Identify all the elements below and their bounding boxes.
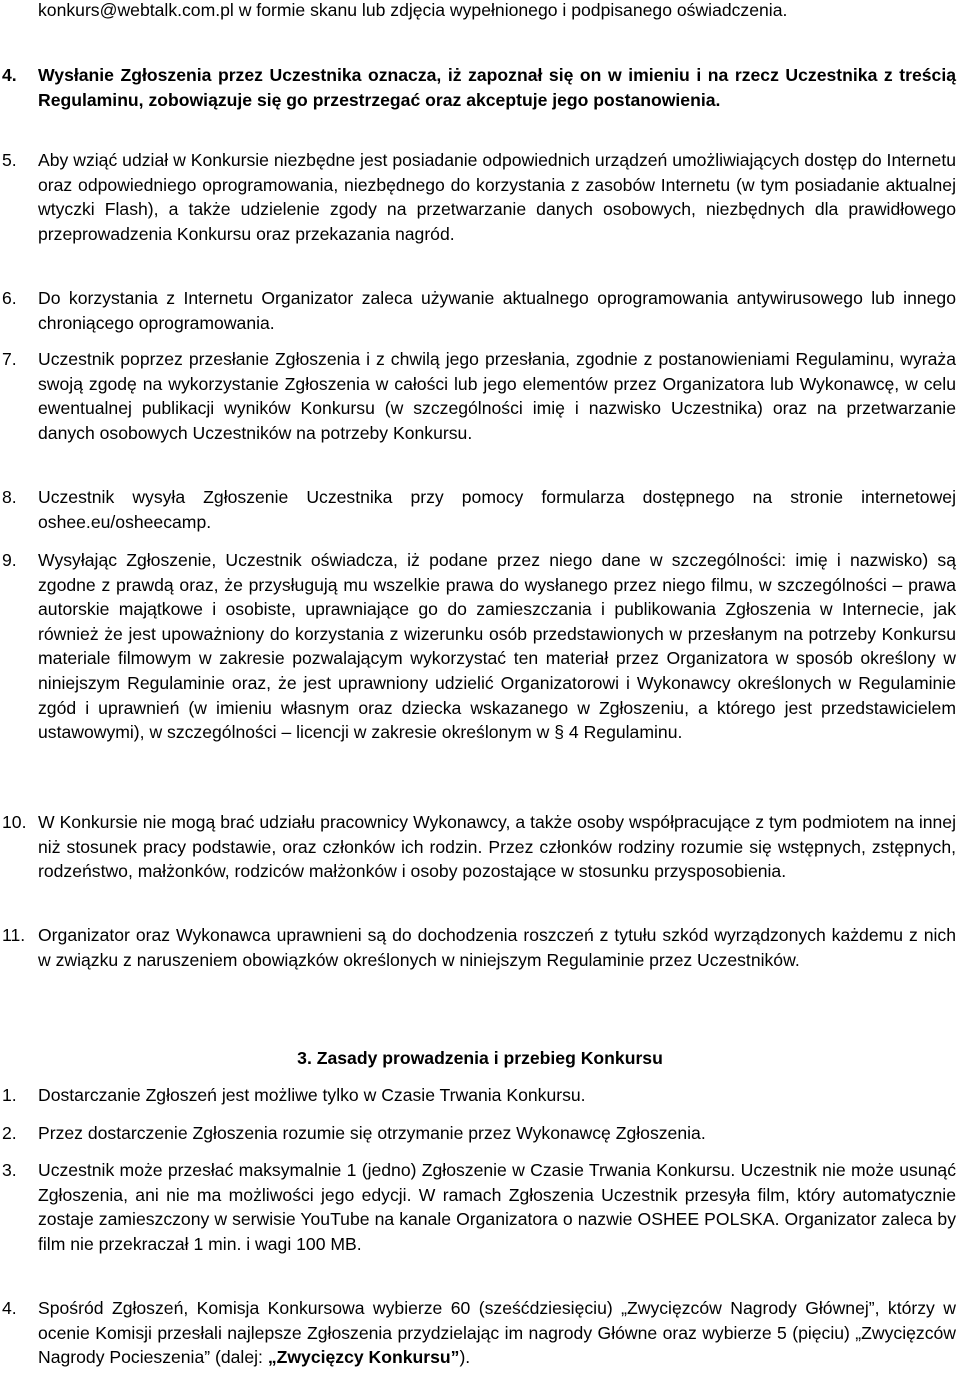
item-number: 7. — [2, 349, 17, 369]
item-number: 4. — [2, 65, 17, 85]
item-text-bold: „Zwycięzcy Konkursu” — [267, 1347, 460, 1368]
item-number: 11. — [2, 925, 26, 945]
item-number: 3. — [2, 1160, 17, 1180]
item-text: W Konkursie nie mogą brać udziału pracownicy Wykonawcy, a także osoby współpracujące z tym podmiotem na innej niż stosunek pracy podstawie, oraz członków ich rodzin. Przez członków rodziny rozumie się wstępnych, zstępnych, rodzeństwo, małżonków, rodziców małżonków i osoby pozostające w stosunku przysposobienia. — [38, 812, 956, 882]
item-text — [38, 1296, 956, 1370]
item-text: Wysyłając Zgłoszenie, Uczestnik oświadcza, iż podane przez niego dane w szczególności: imię i nazwisko) są zgodne z prawdą oraz, że przysługują mu wszelkie prawa do wysłanego przez niego filmu, w szczególności – prawa autorskie majątkowe i osobiste, uprawniające go do zamieszczania i publikowania Zgłoszenia w Internecie, jak również że jest upoważniony do korzystania z wizerunku osób przedstawionych w przesłanym na potrzeby Konkursu materiale filmowym w zakresie pozwalającym wykorzystać ten materiał przez Organizatora w sposób określony w niniejszym Regulaminie oraz, że jest uprawniony udzielić Organizatorowi i Wykonawcy określonych w Regulaminie zgód i uprawnień (w imieniu własnym oraz dziecka wskazanego w Zgłoszeniu, a którego jest przedstawicielem ustawowymi), w szczególności – licencji w zakresie określonym w § 4 Regulaminu. — [38, 550, 956, 743]
item-number: 8. — [2, 487, 17, 507]
item-number: 2. — [2, 1123, 17, 1143]
item-text: Uczestnik może przesłać maksymalnie 1 (jedno) Zgłoszenie w Czasie Trwania Konkursu. Uczestnik nie może usunąć Zgłoszenia, ani nie ma możliwości jego edycji. W ramach Zgłoszenia Uczestnik przesyła film, który automatycznie zostaje zamieszczony w serwisie YouTube na kanale Organizatora o nazwie OSHEE POLSKA. Organizator zaleca by film nie przekraczał 1 min. i wagi 100 MB. — [38, 1160, 956, 1254]
item-number: 10. — [2, 812, 27, 832]
item-number: 6. — [2, 288, 17, 308]
item-number: 1. — [2, 1085, 17, 1105]
intro-text: konkurs@webtalk.com.pl w formie skanu lub zdjęcia wypełnionego i podpisanego oświadczenia. — [38, 0, 788, 20]
item-text: Przez dostarczenie Zgłoszenia rozumie się otrzymanie przez Wykonawcę Zgłoszenia. — [38, 1123, 706, 1143]
item-number: 5. — [2, 150, 17, 170]
item-text: Aby wziąć udział w Konkursie niezbędne jest posiadanie odpowiednich urządzeń umożliwiających dostęp do Internetu oraz odpowiedniego oprogramowania, niezbędnego do korzystania z zasobów Internetu (w tym posiadanie aktualnej wtyczki Flash), a także udzielenie zgody na przetwarzanie danych osobowych, niezbędnych dla prawidłowego przeprowadzenia Konkursu oraz przekazania nagród. — [38, 150, 956, 244]
item-text: Dostarczanie Zgłoszeń jest możliwe tylko w Czasie Trwania Konkursu. — [38, 1085, 586, 1105]
item-text: Organizator oraz Wykonawca uprawnieni są do dochodzenia roszczeń z tytułu szkód wyrządzonych każdemu z nich w związku z naruszeniem obowiązków określonych w niniejszym Regulaminie przez Uczestników. — [38, 925, 956, 970]
item-number: 9. — [2, 550, 17, 570]
section-heading: 3. Zasady prowadzenia i przebieg Konkursu — [297, 1048, 663, 1068]
item-text: Wysłanie Zgłoszenia przez Uczestnika oznacza, iż zapoznał się on w imieniu i na rzecz Uczestnika z treścią Regulaminu, zobowiązuje się go przestrzegać oraz akceptuje jego postanowienia. — [38, 65, 956, 110]
item-text: Uczestnik poprzez przesłanie Zgłoszenia i z chwilą jego przesłania, zgodnie z postanowieniami Regulaminu, wyraża swoją zgodę na wykorzystanie Zgłoszenia w całości lub jego elementów przez Organizatora lub Wykonawcę, w celu ewentualnej publikacji wyników Konkursu (w szczególności imię i nazwisko Uczestnika) oraz na przetwarzanie danych osobowych Uczestników na potrzeby Konkursu. — [38, 349, 956, 443]
item-number: 4. — [2, 1298, 17, 1318]
item-text-end: ). — [459, 1347, 471, 1368]
item-text-main: Spośród Zgłoszeń, Komisja Konkursowa wybierze 60 (sześćdziesięciu) „Zwycięzców Nagrody Głównej”, którzy w ocenie Komisji przesłali najlepsze Zgłoszenia przydzielając im nagrody Główne oraz wybierze 5 (pięciu) „Zwycięzców Nagrody Pocieszenia” (dalej: — [38, 1298, 956, 1368]
item-text: Uczestnik wysyła Zgłoszenie Uczestnika przy pomocy formularza dostępnego na stronie internetowej oshee.eu/osheecamp. — [38, 487, 956, 532]
item-text: Do korzystania z Internetu Organizator zaleca używanie aktualnego oprogramowania antywirusowego lub innego chroniącego oprogramowania. — [38, 288, 956, 333]
